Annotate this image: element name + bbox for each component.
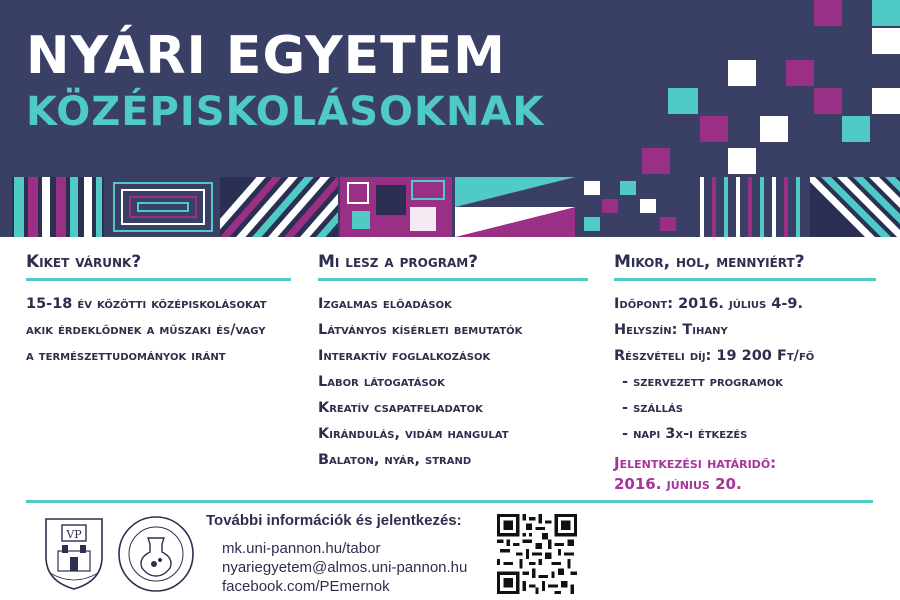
program-item: Látványos kísérleti bemutatók bbox=[318, 322, 523, 338]
university-logo bbox=[40, 513, 108, 593]
program-item: Interaktív foglalkozások bbox=[318, 348, 491, 364]
who-line: 15-18 év közötti középiskolásokat bbox=[26, 296, 267, 312]
when-heading: Mikor, hol, mennyiért? bbox=[614, 252, 876, 281]
program-column bbox=[318, 252, 588, 473]
includes-item: - napi 3x-i étkezés bbox=[622, 426, 748, 442]
deadline-date: 2016. június 20. bbox=[614, 475, 742, 493]
program-item: Labor látogatások bbox=[318, 374, 445, 390]
deadline-label: Jelentkezési határidő: bbox=[614, 454, 777, 472]
program-item: Izgalmas előadások bbox=[318, 296, 452, 312]
faculty-seal-logo bbox=[116, 514, 196, 594]
program-item: Kreatív csapatfeladatok bbox=[318, 400, 483, 416]
page-subtitle: KÖZÉPISKOLÁSOKNAK bbox=[26, 89, 545, 135]
footer-divider bbox=[26, 500, 873, 503]
who-line: akik érdeklődnek a műszaki és/vagy bbox=[26, 322, 266, 338]
when-column bbox=[614, 252, 876, 495]
info-title: További információk és jelentkezés: bbox=[206, 512, 462, 529]
fee-line: Részvételi díj: 19 200 Ft/fő bbox=[614, 348, 815, 364]
qr-code[interactable] bbox=[497, 514, 577, 594]
place-line: Helyszín: Tihany bbox=[614, 322, 728, 338]
who-line: a természettudományok iránt bbox=[26, 348, 226, 364]
facebook-link[interactable]: facebook.com/PEmernok bbox=[222, 578, 390, 595]
pattern-strip bbox=[0, 177, 900, 237]
includes-item: - szervezett programok bbox=[622, 374, 784, 390]
program-heading: Mi lesz a program? bbox=[318, 252, 588, 281]
email-link[interactable]: nyariegyetem@almos.uni-pannon.hu bbox=[222, 559, 468, 576]
program-item: Kirándulás, vidám hangulat bbox=[318, 426, 509, 442]
program-item: Balaton, nyár, strand bbox=[318, 452, 472, 468]
header-banner bbox=[0, 0, 900, 237]
date-line: Időpont: 2016. július 4-9. bbox=[614, 296, 803, 312]
website-link[interactable]: mk.uni-pannon.hu/tabor bbox=[222, 540, 381, 557]
who-column bbox=[26, 252, 291, 369]
includes-item: - szállás bbox=[622, 400, 683, 416]
page-title: NYÁRI EGYETEM bbox=[26, 26, 506, 86]
who-heading: Kiket várunk? bbox=[26, 252, 291, 281]
svg-text:VP: VP bbox=[66, 528, 82, 541]
